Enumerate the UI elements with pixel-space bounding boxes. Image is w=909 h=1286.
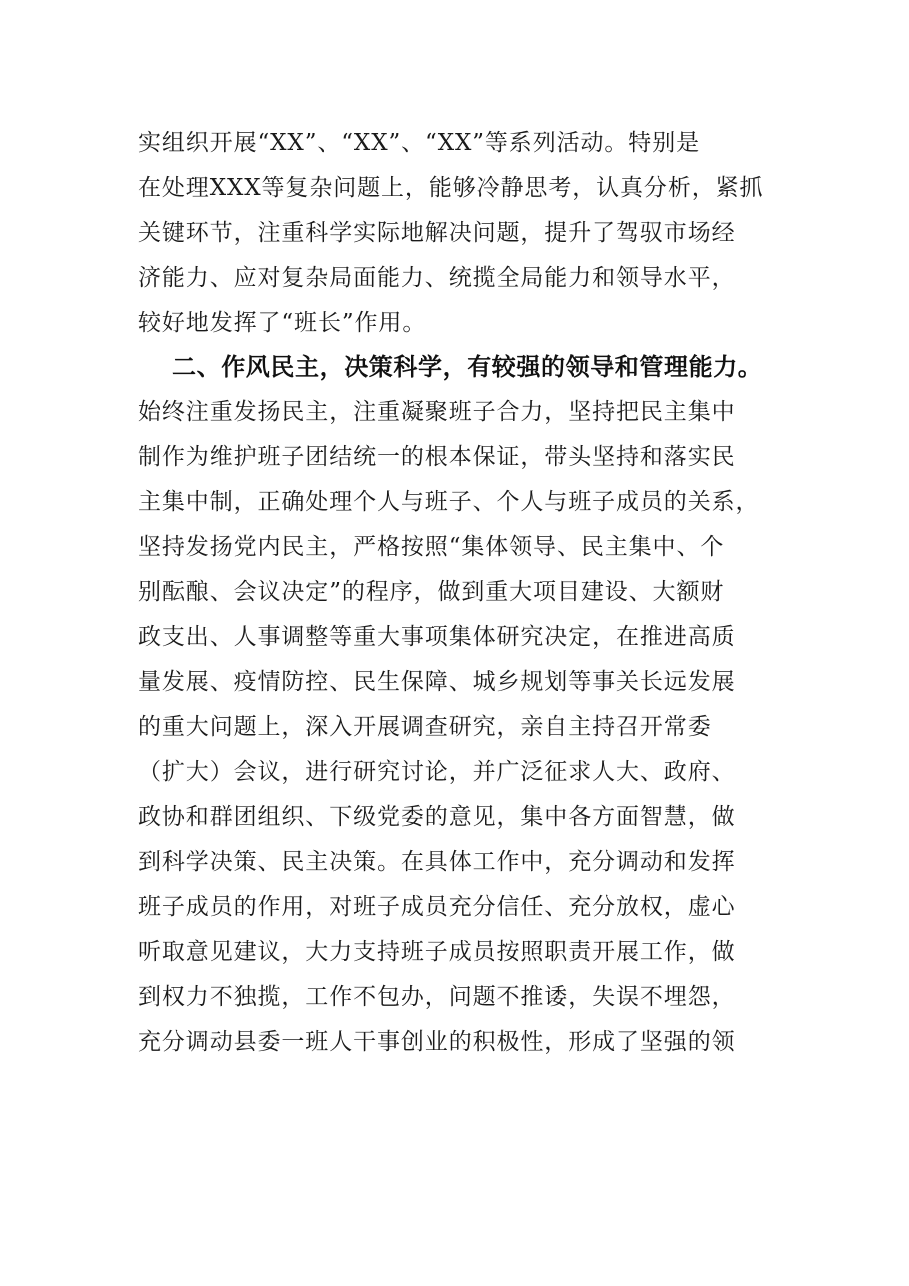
text-line: 关键环节，注重科学实际地解决问题，提升了驾驭市场经 [138,220,736,246]
text-line: 在处理XXX等复杂问题上，能够冷静思考，认真分析，紧抓 [138,175,764,201]
paragraph-continuation [138,121,778,346]
text-line: 充分调动县委一班人干事创业的积极性，形成了坚强的领 [138,1029,736,1055]
text-line: 听取意见建议，大力支持班子成员按照职责开展工作，做 [138,939,736,965]
section-heading: 二、作风民主，决策科学，有较强的领导和管理能力。 [172,353,763,381]
text-line: 始终注重发扬民主，注重凝聚班子合力，坚持把民主集中 [138,399,736,425]
text-line: 实组织开展“XX”、“XX”、“XX”等系列活动。特别是 [138,130,700,156]
section-heading-block [138,345,778,390]
text-line: 到权力不独揽，工作不包办，问题不推诿，失误不埋怨， [138,984,736,1010]
text-line: 政协和群团组织、下级党委的意见，集中各方面智慧，做 [138,804,736,830]
text-line: 别酝酿、会议决定”的程序，做到重大项目建设、大额财 [138,579,725,605]
text-line: 的重大问题上，深入开展调查研究，亲自主持召开常委 [138,714,712,740]
text-line: 主集中制，正确处理个人与班子、个人与班子成员的关系， [138,489,760,515]
text-line: 量发展、疫情防控、民生保障、城乡规划等事关长远发展 [138,669,736,695]
text-line: 制作为维护班子团结统一的根本保证，带头坚持和落实民 [138,444,736,470]
text-line: 班子成员的作用，对班子成员充分信任、充分放权，虚心 [138,894,736,920]
text-line: 济能力、应对复杂局面能力、统揽全局能力和领导水平， [138,265,736,291]
text-line: 到科学决策、民主决策。在具体工作中，充分调动和发挥 [138,849,736,875]
text-line: 坚持发扬党内民主，严格按照“集体领导、民主集中、个 [138,534,725,560]
text-line: （扩大）会议，进行研究讨论，并广泛征求人大、政府、 [138,759,736,785]
paragraph-body [138,390,778,1065]
text-line: 政支出、人事调整等重大事项集体研究决定，在推进高质 [138,624,736,650]
text-line: 较好地发挥了“班长”作用。 [138,310,427,336]
